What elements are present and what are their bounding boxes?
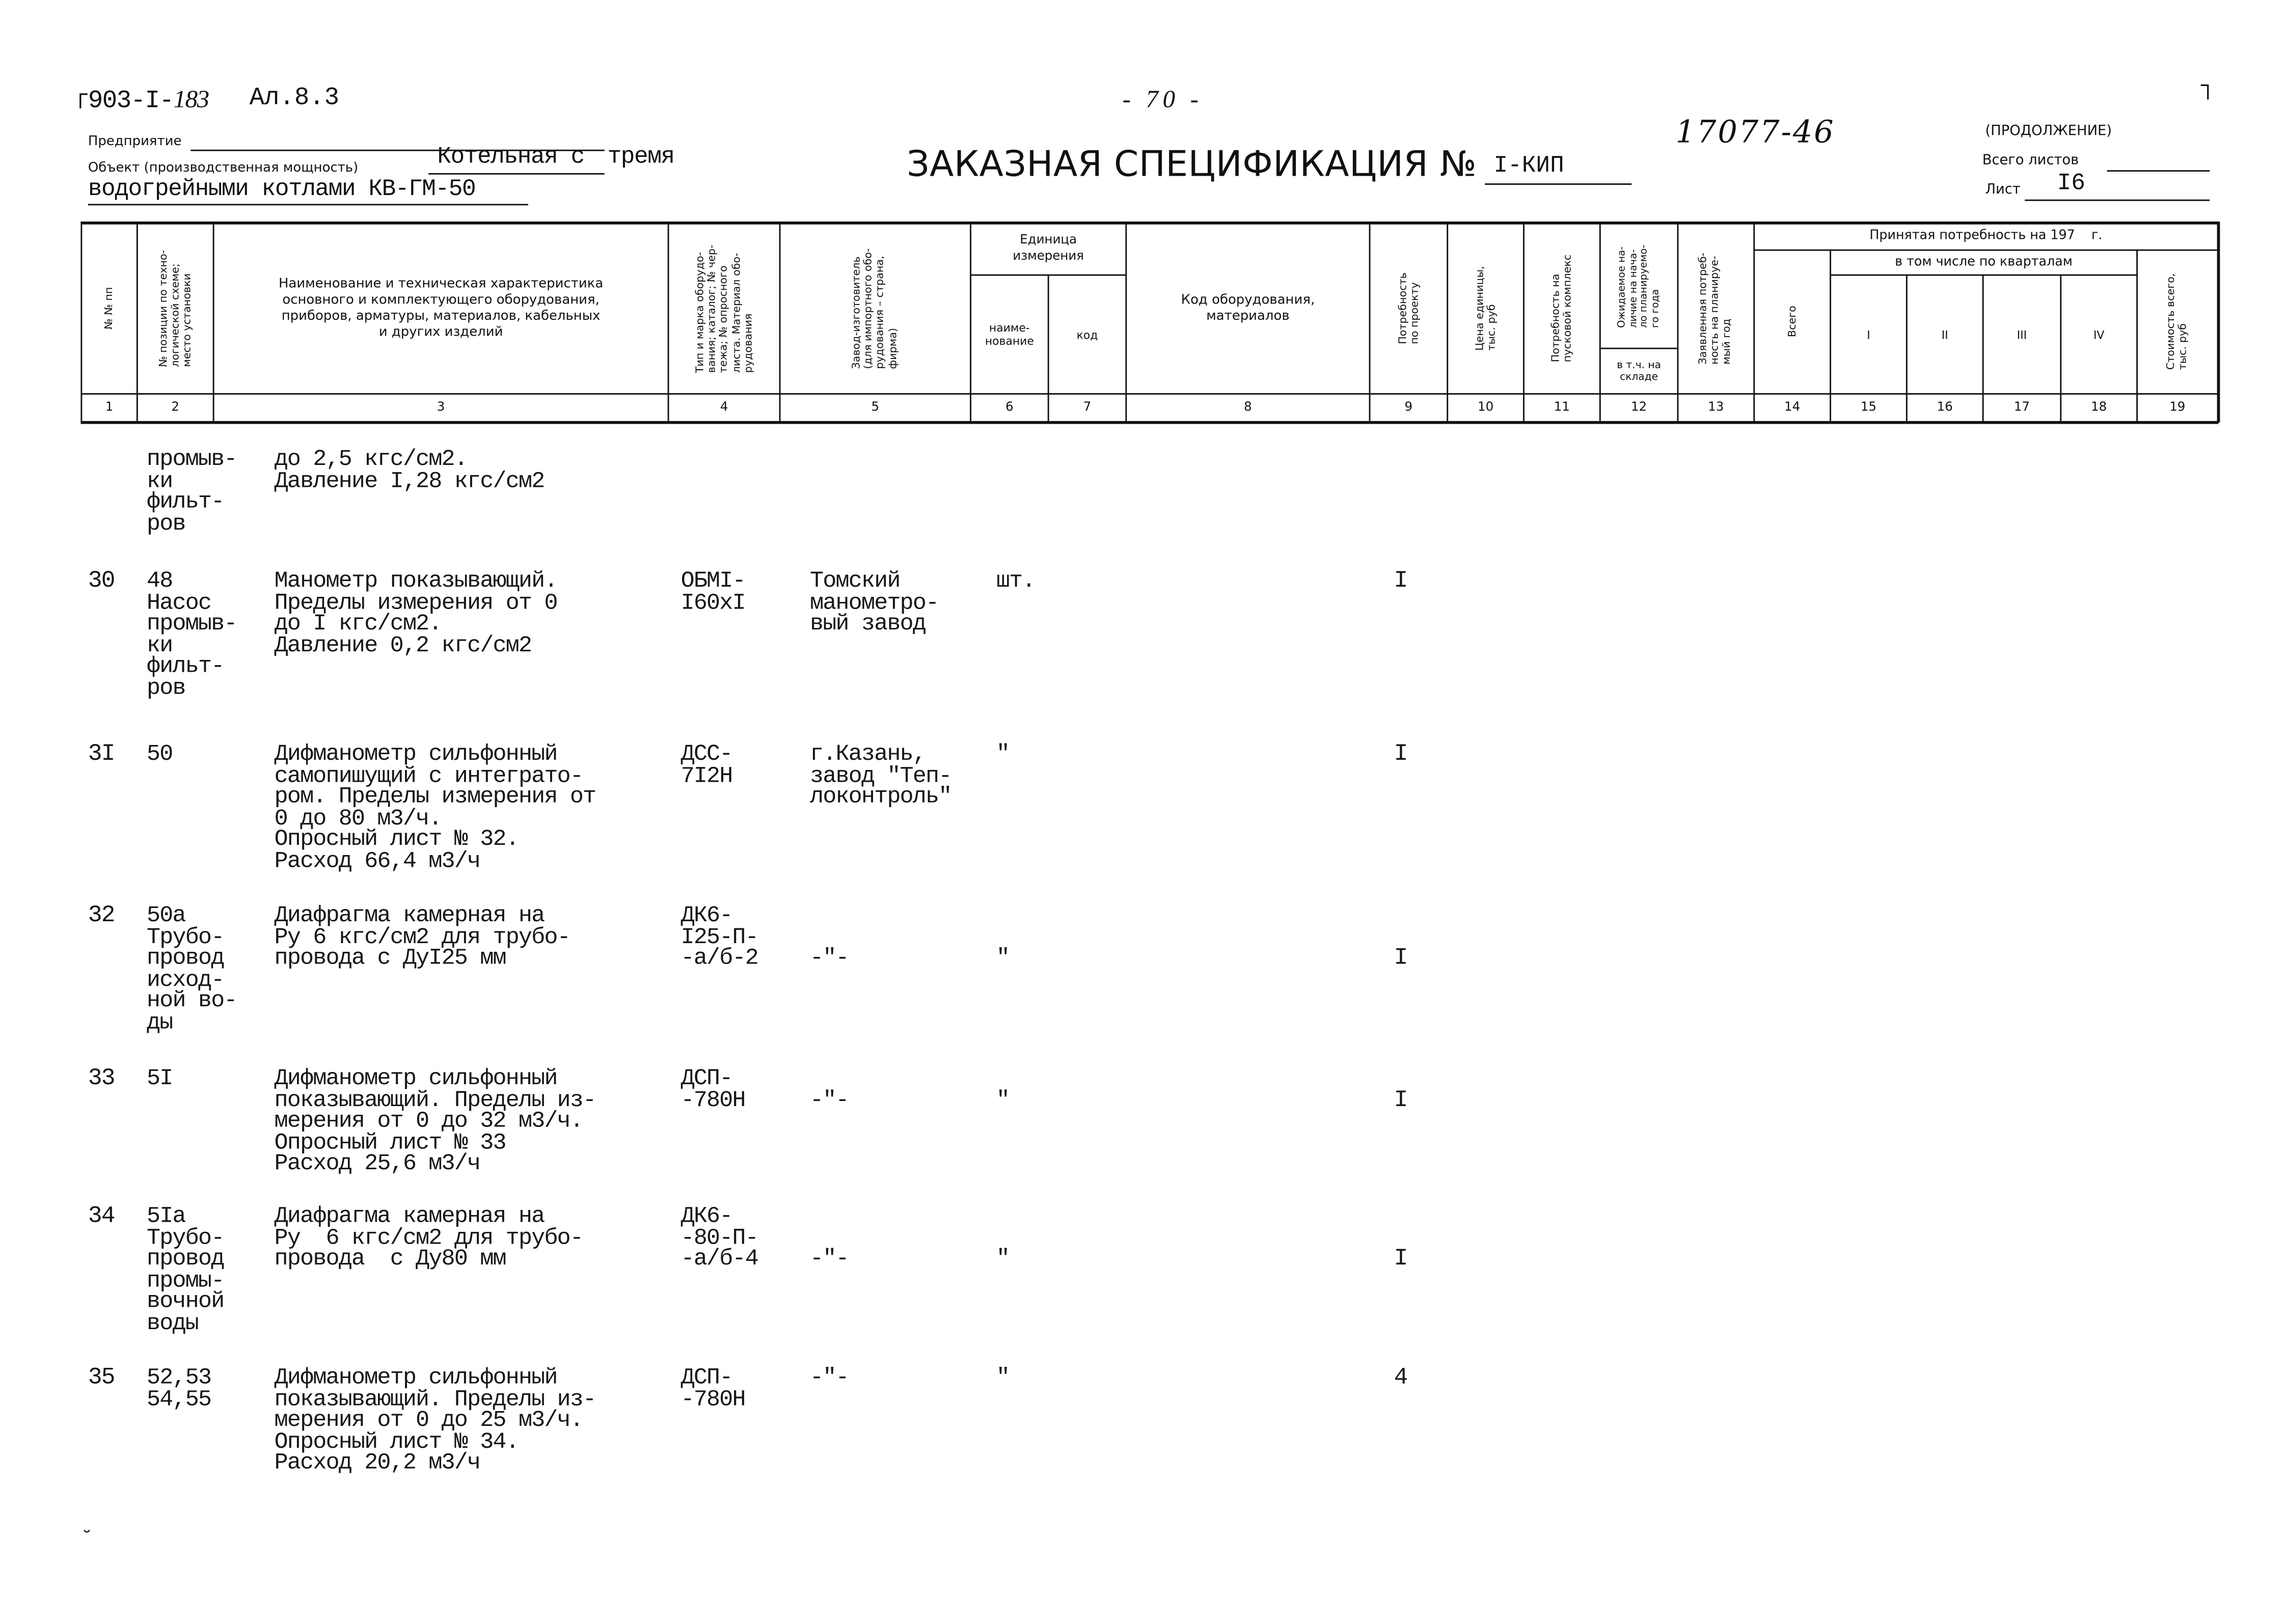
col-15-header: I [1867, 327, 1870, 341]
column-number: 19 [2169, 400, 2186, 416]
column-number: 11 [1554, 400, 1570, 416]
type-cell: ДСС- 7I2Н [681, 740, 732, 789]
column-number: 18 [2091, 400, 2107, 416]
accepted-header: Принятая потребность на 197 г. [1869, 229, 2103, 244]
corner-mark-left: ┌ [73, 82, 88, 109]
quantity-cell: I [1394, 740, 1407, 767]
unit-cell: шт. [996, 567, 1035, 594]
doc-code: 903-I-183 [88, 85, 209, 116]
col-5-header: Завод-изготовитель (для импортного обо- рудования – страна, фирма) [850, 248, 899, 369]
quantity-cell: I [1394, 945, 1407, 972]
position-cell: 50 [147, 740, 173, 767]
object-line [428, 173, 605, 175]
col-1-header: № № пп [101, 287, 115, 330]
quantity-cell: I [1394, 1086, 1407, 1113]
row-number: 34 [88, 1203, 115, 1229]
column-number: 6 [1005, 400, 1014, 416]
type-cell: ОБМI- I60хI [681, 567, 745, 616]
position-cell: 52,53 54,55 [147, 1364, 211, 1412]
column-number: 5 [871, 400, 880, 416]
unit-cell: " [996, 1246, 1010, 1273]
type-cell: ДСП- -780Н [681, 1065, 745, 1113]
position-cell: 48 Насос промыв- ки фильт- ров [147, 567, 237, 701]
sheet-line [2025, 200, 2210, 202]
spec-number-line [1485, 183, 1631, 185]
column-number: 8 [1244, 400, 1252, 416]
type-cell: ДК6- I25-П- -а/б-2 [681, 902, 758, 972]
description-cell: Манометр показывающий. Пределы измерения от 0 до I кгс/см2. Давление 0,2 кгс/см2 [274, 567, 557, 658]
col-10-header: Цена единицы, тыс. руб [1472, 266, 1498, 351]
col-6-header: наиме- нование [985, 321, 1034, 348]
description-cell: Дифманометр сильфонный показывающий. Пределы из- мерения от 0 до 25 м3/ч. Опросный лист № 34. Расход 20,2 м3/ч [274, 1364, 596, 1476]
continuation-label: (ПРОДОЛЖЕНИЕ) [1985, 123, 2112, 140]
quantity-cell: I [1394, 1246, 1407, 1273]
description-cell: до 2,5 кгс/см2. Давление I,28 кгс/см2 [274, 446, 545, 494]
col-14-header: Всего [1784, 306, 1798, 338]
spec-number: I-КИП [1493, 152, 1564, 179]
col-19-header: Стоимость всего, тыс. руб [2164, 273, 2189, 371]
col-13-header: Заявленная потреб- ность на планируе- мый год [1696, 253, 1734, 365]
row-number: 35 [88, 1364, 115, 1391]
col-12b-header: в т.ч. на складе [1617, 359, 1661, 383]
col-16-header: II [1941, 327, 1948, 341]
footer-mark: ˘ [80, 1528, 93, 1552]
description-cell: Дифманометр сильфонный показывающий. Пределы из- мерения от 0 до 32 м3/ч. Опросный лист № 33 Расход 25,6 м3/ч [274, 1065, 596, 1177]
manufacturer-cell: Томский манометро- вый завод [810, 567, 939, 637]
enterprise-label: Предприятие [88, 135, 182, 150]
object-value-2: тремя [607, 144, 674, 171]
manufacturer-cell: -"- [810, 1246, 849, 1273]
column-number: 14 [1784, 400, 1801, 416]
quantity-cell: 4 [1394, 1364, 1407, 1391]
total-sheets-line [2107, 170, 2210, 172]
sheet-value: I6 [2057, 170, 2085, 197]
column-number: 10 [1477, 400, 1494, 416]
column-number: 16 [1937, 400, 1953, 416]
col-3-header: Наименование и техническая характеристика основного и комплектующего оборудования, приборов, арматуры, материалов, кабельных и других изделий [278, 276, 604, 340]
object-label: Объект (производственная мощность) [88, 161, 359, 176]
manufacturer-cell: -"- [810, 1364, 849, 1391]
column-number: 13 [1708, 400, 1724, 416]
col-9-header: Потребность по проекту [1395, 272, 1421, 345]
quantity-cell: I [1394, 567, 1407, 594]
col-8-header: Код оборудования, материалов [1181, 292, 1315, 324]
total-sheets-label: Всего листов [1982, 152, 2079, 169]
type-cell: ДСП- -780Н [681, 1364, 745, 1412]
col-17-header: III [2017, 327, 2027, 341]
unit-cell: " [996, 945, 1010, 972]
manufacturer-cell: -"- [810, 1086, 849, 1113]
column-number: 12 [1631, 400, 1647, 416]
description-cell: Диафрагма камерная на Ру 6 кгс/см2 для трубо- провода с Ду80 мм [274, 1203, 583, 1273]
description-cell: Дифманометр сильфонный самопишущий с интеграто- ром. Пределы измерения от 0 до 80 м3/ч. Опросный лист № 32. Расход 66,4 м3/ч [274, 740, 596, 874]
unit-cell: " [996, 1086, 1010, 1113]
object-value-3: водогрейными котлами КВ-ГМ-50 [88, 176, 528, 206]
manufacturer-cell: г.Казань, завод "Теп- локонтроль" [810, 740, 951, 810]
quarters-header: в том числе по кварталам [1895, 254, 2073, 269]
column-number: 7 [1083, 400, 1092, 416]
col-18-header: IV [2093, 327, 2105, 341]
column-number: 3 [437, 400, 445, 416]
col-7-header: код [1076, 327, 1098, 341]
page-number: - 70 - [1122, 85, 1203, 113]
position-cell: 5I [147, 1065, 173, 1092]
doc-code-handwritten: 183 [173, 85, 209, 113]
manufacturer-cell: -"- [810, 945, 849, 972]
page-title: ЗАКАЗНАЯ СПЕЦИФИКАЦИЯ № [907, 144, 1477, 185]
unit-group-header: Единица измерения [1013, 233, 1084, 264]
album-ref: Ал.8.3 [249, 85, 340, 113]
column-number: 9 [1404, 400, 1413, 416]
sheet-label: Лист [1985, 182, 2021, 198]
row-number: 3I [88, 740, 115, 767]
column-number: 15 [1860, 400, 1877, 416]
col-4-header: Тип и марка оборудо- вания; каталог; № чер- тежа; № опросного листа. Материал обо- рудования [692, 244, 754, 373]
row-number: 30 [88, 567, 115, 594]
position-cell: 50а Трубо- провод исход- ной во- ды [147, 902, 237, 1036]
position-cell: 5Iа Трубо- провод промы- вочной воды [147, 1203, 224, 1337]
handwritten-number: 17077-46 [1675, 114, 1835, 150]
type-cell: ДК6- -80-П- -а/б-4 [681, 1203, 758, 1273]
unit-cell: " [996, 740, 1010, 767]
col-2-header: № позиции по техно- логической схеме; место установки [155, 250, 194, 368]
object-value-1: Котельная с [437, 144, 584, 171]
row-number: 33 [88, 1065, 115, 1092]
position-cell: промыв- ки фильт- ров [147, 446, 237, 537]
column-number: 17 [2013, 400, 2030, 416]
unit-cell: " [996, 1364, 1010, 1391]
col-11-header: Потребность на пусковой комплекс [1548, 255, 1574, 363]
corner-mark-right: ┐ [2200, 73, 2215, 100]
col-12-header: Ожидаемое на- личие на нача- ло планируемо- го года [1615, 244, 1661, 328]
column-number: 2 [171, 400, 180, 416]
row-number: 32 [88, 902, 115, 929]
column-number: 4 [720, 400, 728, 416]
description-cell: Диафрагма камерная на Ру 6 кгс/см2 для трубо- провода с ДуI25 мм [274, 902, 570, 972]
column-number: 1 [105, 400, 114, 416]
